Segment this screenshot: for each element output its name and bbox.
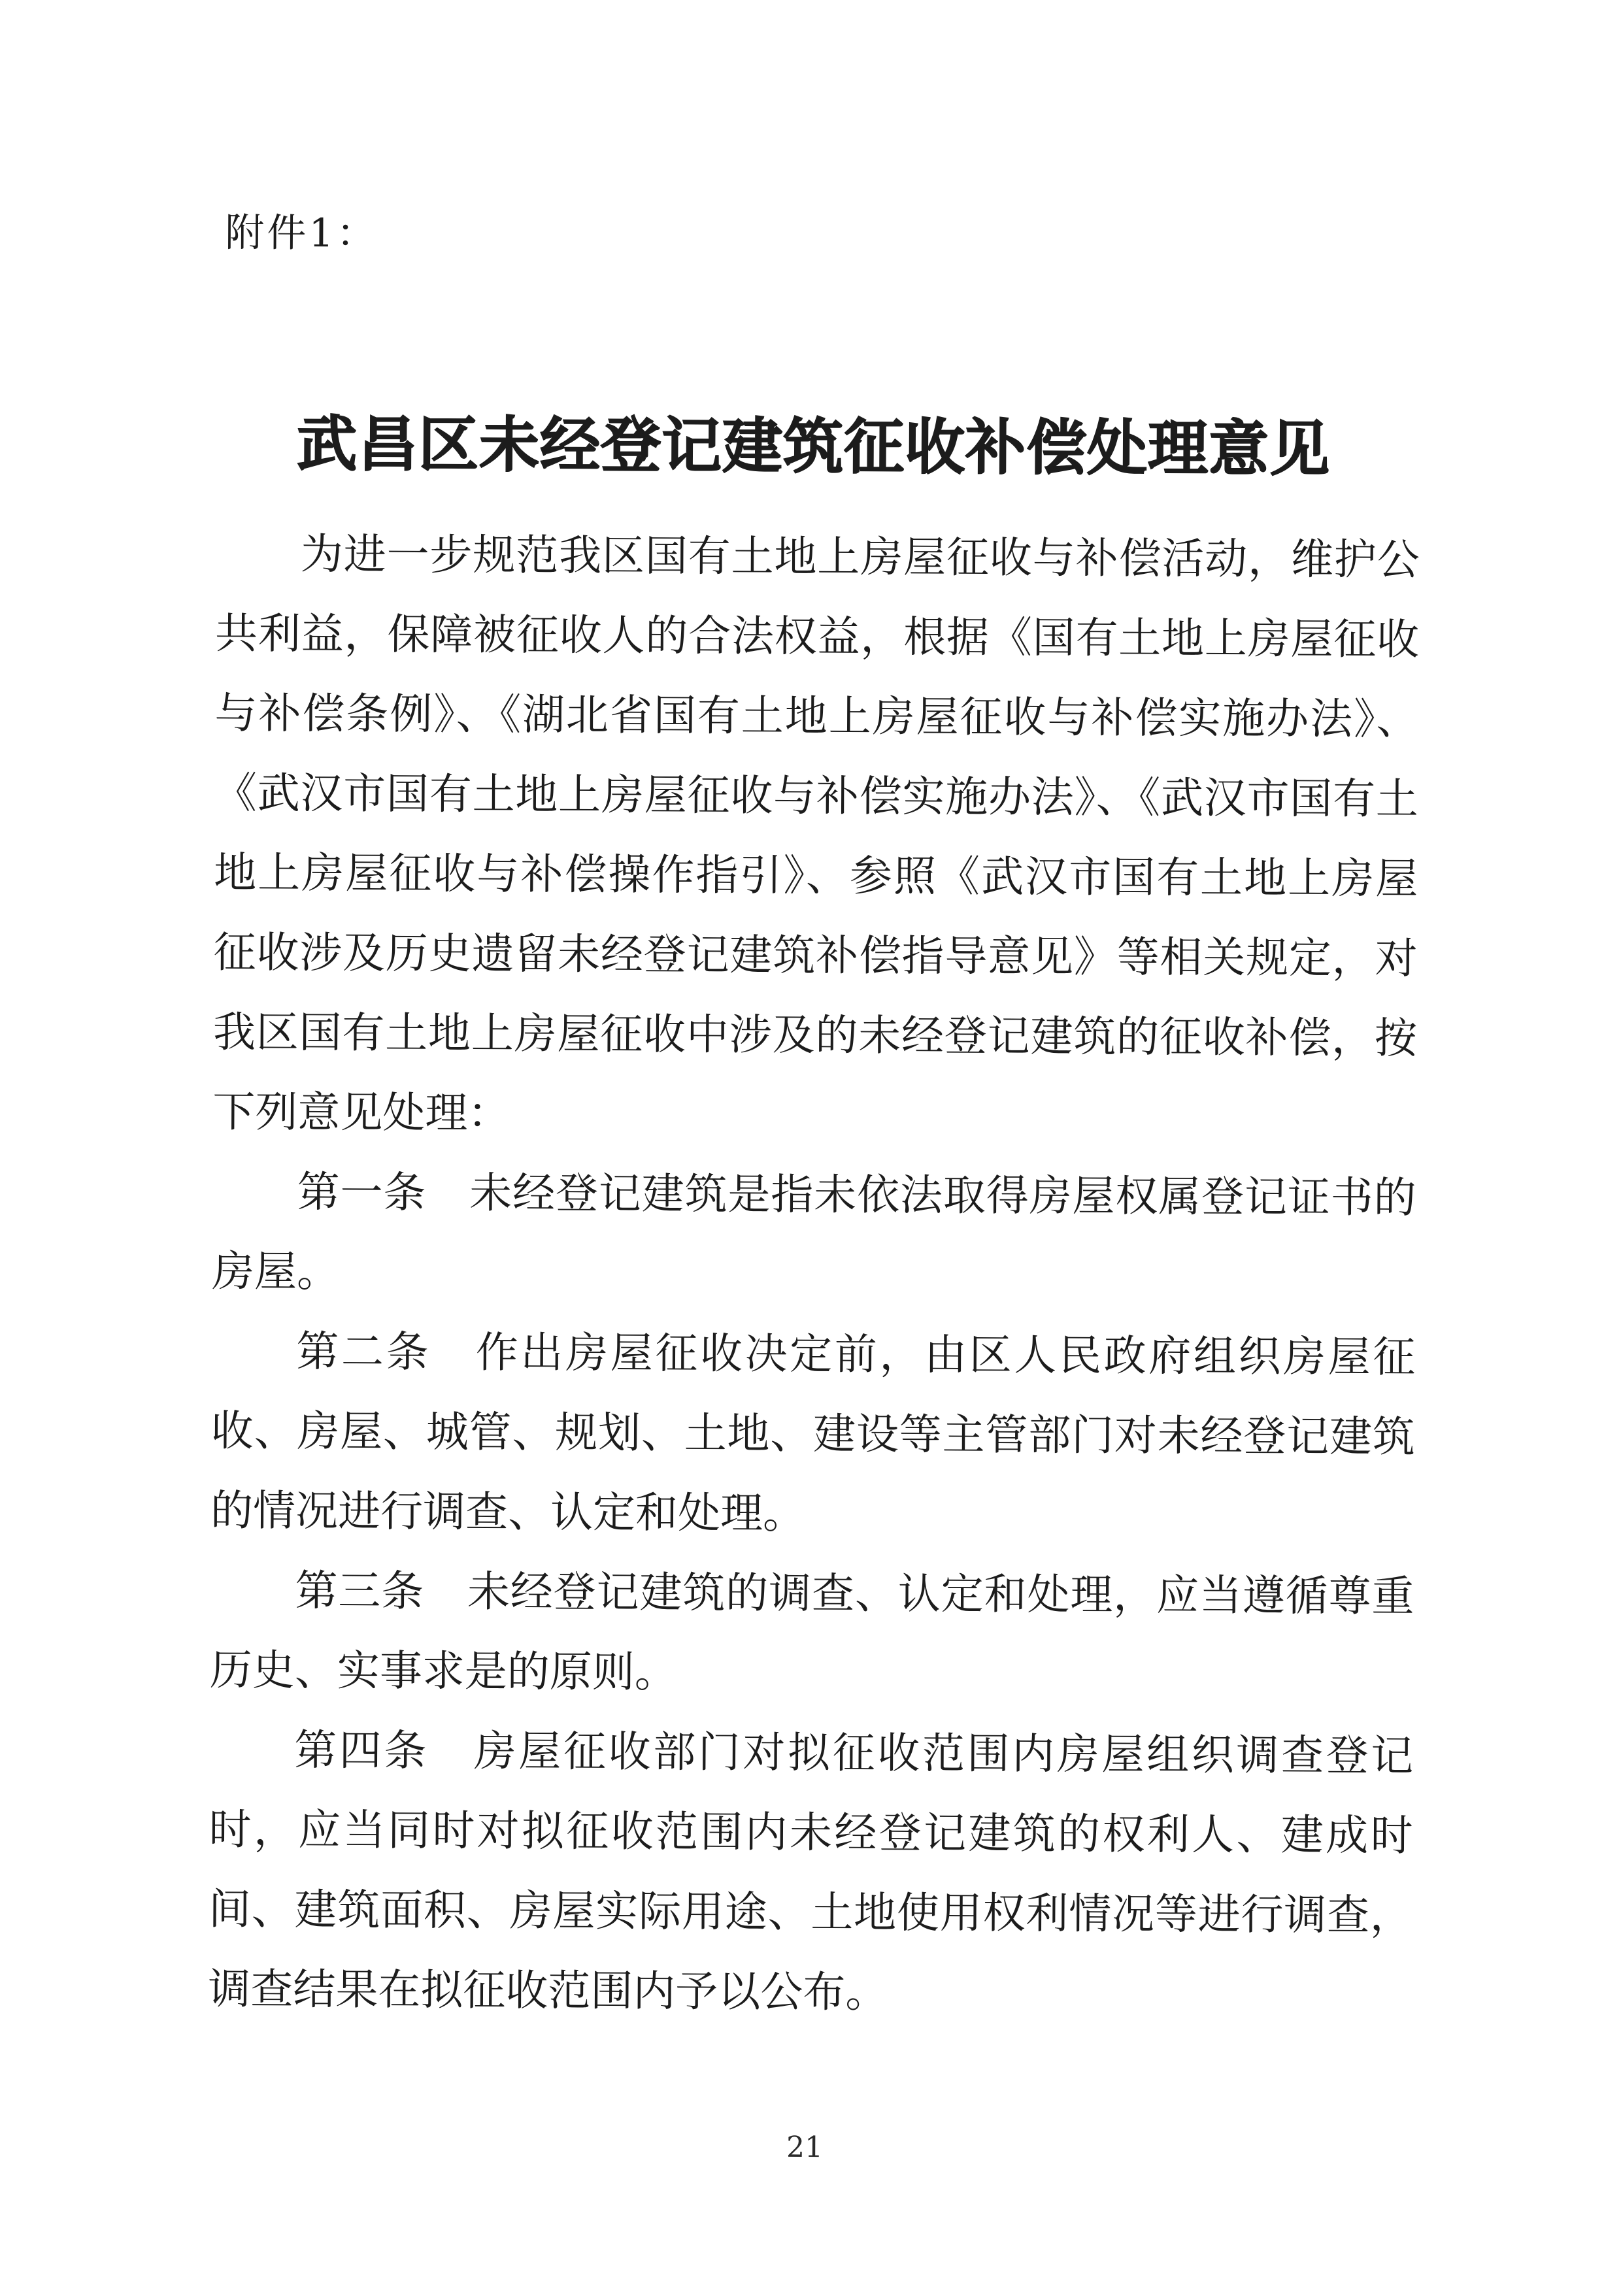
paragraph-article-4: 第四条 房屋征收部门对拟征收范围内房屋组织调查登记时，应当同时对拟征收范围内未经登记建筑的权利人、建成时间、建筑面积、房屋实际用途、土地使用权利情况等进行调查，调查结果在拟征收范围内予以公布。 (208, 1725, 1414, 2018)
paragraph-article-3: 第三条 未经登记建筑的调查、认定和处理，应当遵循尊重历史、实事求是的原则。 (209, 1566, 1414, 1697)
document-title: 武昌区未经登记建筑征收补偿处理意见 (296, 408, 1331, 484)
paragraph-article-2: 第二条 作出房屋征收决定前，由区人民政府组织房屋征收、房屋、城管、规划、土地、建设等主管部门对未经登记建筑的情况进行调查、认定和处理。 (210, 1327, 1416, 1539)
paragraph-preamble: 为进一步规范我区国有土地上房屋征收与补偿活动，维护公共利益，保障被征收人的合法权益，根据《国有土地上房屋征收与补偿条例》、《湖北省国有土地上房屋征收与补偿实施办法》、《武汉市国有土地上房屋征收与补偿实施办法》、《武汉市国有土地上房屋征收与补偿操作指引》、参照《武汉市国有土地上房屋征收涉及历史遗留未经登记建筑补偿指导意见》等相关规定，对我区国有土地上房屋征收中涉及的未经登记建筑的征收补偿，按下列意见处理： (212, 529, 1420, 1139)
attachment-label: 附件1： (225, 210, 378, 257)
paragraph-article-1: 第一条 未经登记建筑是指未依法取得房屋权属登记证书的房屋。 (211, 1167, 1416, 1297)
page-number: 21 (786, 2130, 824, 2165)
document-body (208, 514, 1420, 2036)
